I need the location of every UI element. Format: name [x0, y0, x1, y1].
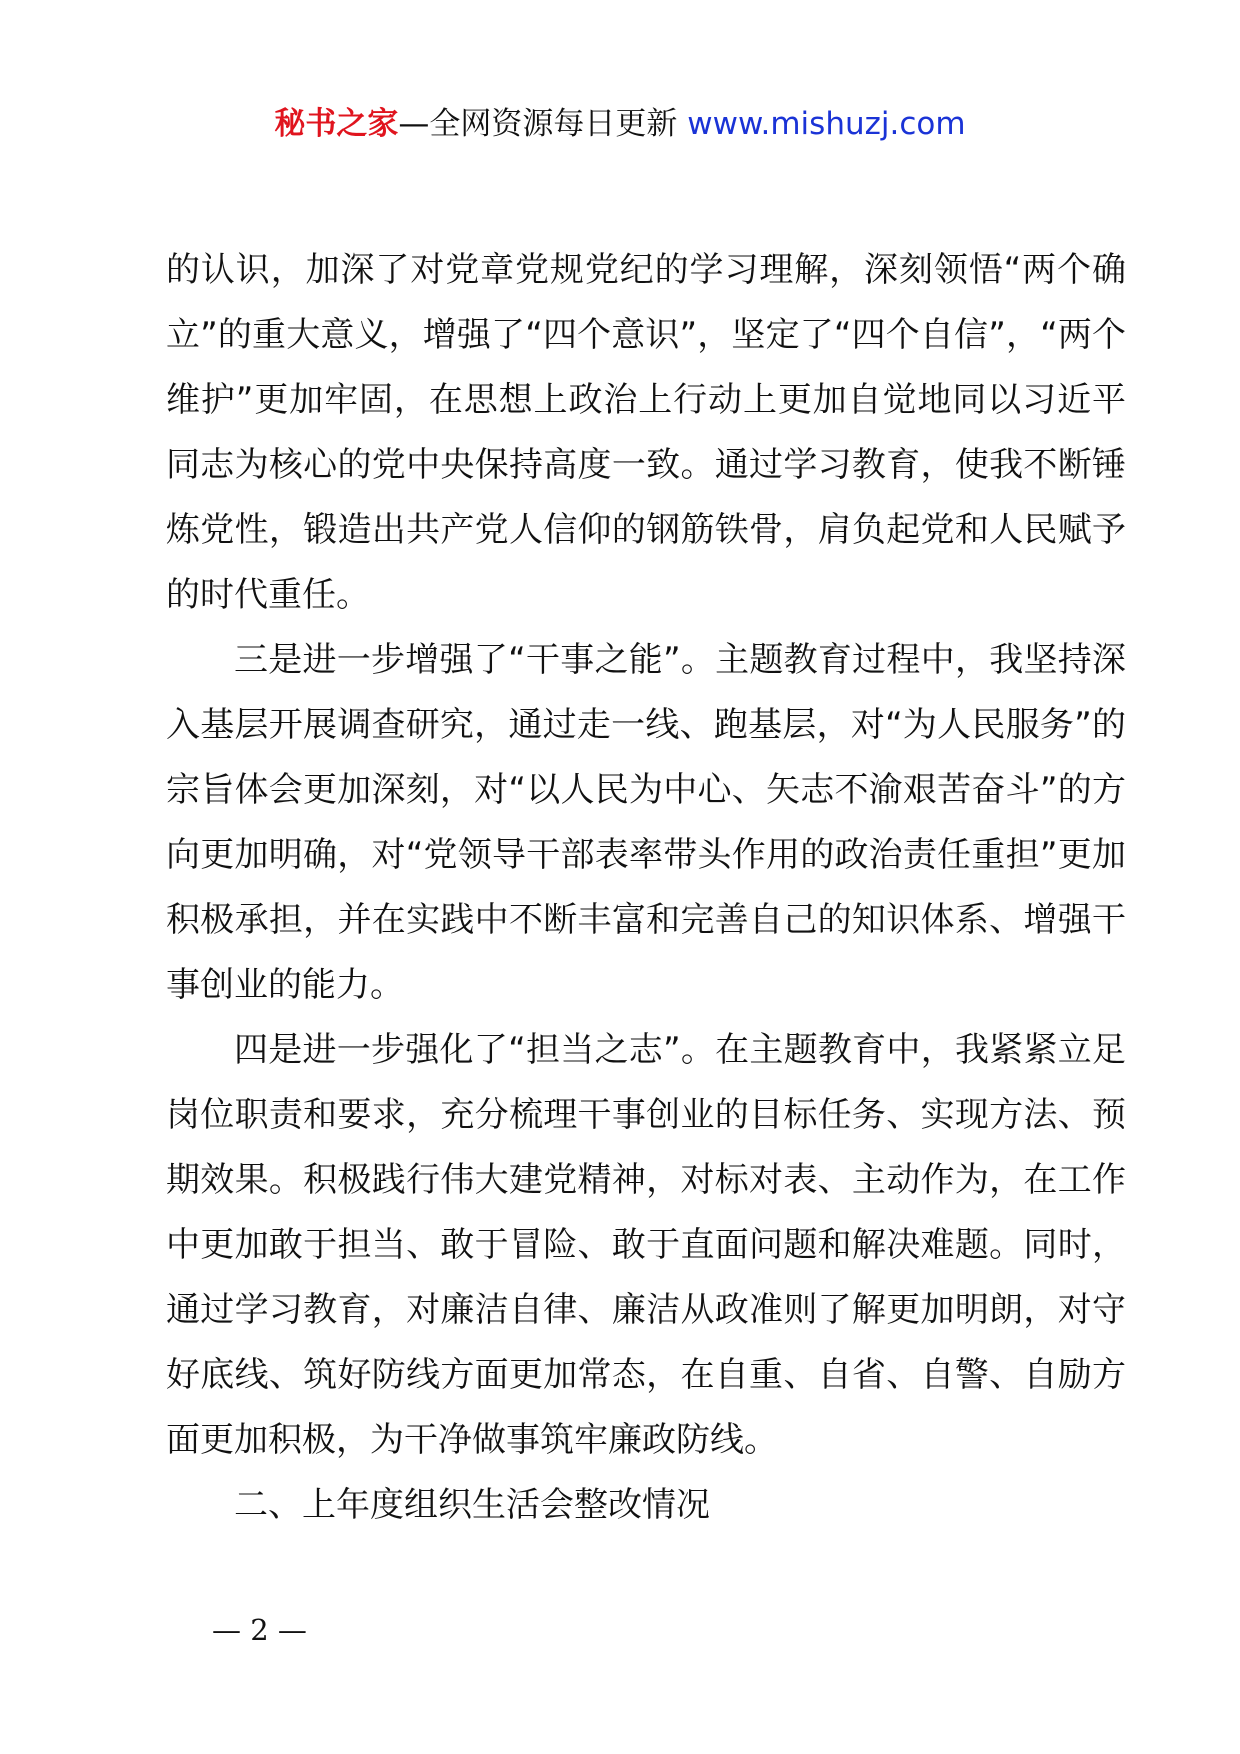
site-url-link[interactable]: www.mishuzj.com	[687, 106, 966, 142]
page-number: — 2 —	[212, 1613, 307, 1647]
brand-name: 秘书之家	[274, 106, 399, 142]
paragraph-point-three: 三是进一步增强了“干事之能”。主题教育过程中，我坚持深入基层开展调查研究，通过走一线、跑基层，对“为人民服务”的宗旨体会更加深刻，对“以人民为中心、矢志不渝艰苦奋斗”的方向更加明确，对“党领导干部表率带头作用的政治责任重担”更加积极承担，并在实践中不断丰富和完善自己的知识体系、增强干事创业的能力。	[166, 640, 1126, 1005]
section-heading: 二、上年度组织生活会整改情况	[234, 1485, 710, 1525]
paragraph-point-four: 四是进一步强化了“担当之志”。在主题教育中，我紧紧立足岗位职责和要求，充分梳理干事创业的目标任务、实现方法、预期效果。积极践行伟大建党精神，对标对表、主动作为，在工作中更加敢于担当、敢于冒险、敢于直面问题和解决难题。同时，通过学习教育，对廉洁自律、廉洁从政准则了解更加明朗，对守好底线、筑好防线方面更加常态，在自重、自省、自警、自励方面更加积极，为干净做事筑牢廉政防线。	[166, 1030, 1126, 1460]
site-header	[0, 100, 1240, 148]
document-body	[166, 238, 1126, 1538]
paragraph-continuation: 的认识，加深了对党章党规党纪的学习理解，深刻领悟“两个确立”的重大意义，增强了“四个意识”，坚定了“四个自信”，“两个维护”更加牢固，在思想上政治上行动上更加自觉地同以习近平同志为核心的党中央保持高度一致。通过学习教育，使我不断锤炼党性，锻造出共产党人信仰的钢筋铁骨，肩负起党和人民赋予的时代重任。	[166, 250, 1126, 615]
header-tagline: —全网资源每日更新	[398, 106, 678, 142]
